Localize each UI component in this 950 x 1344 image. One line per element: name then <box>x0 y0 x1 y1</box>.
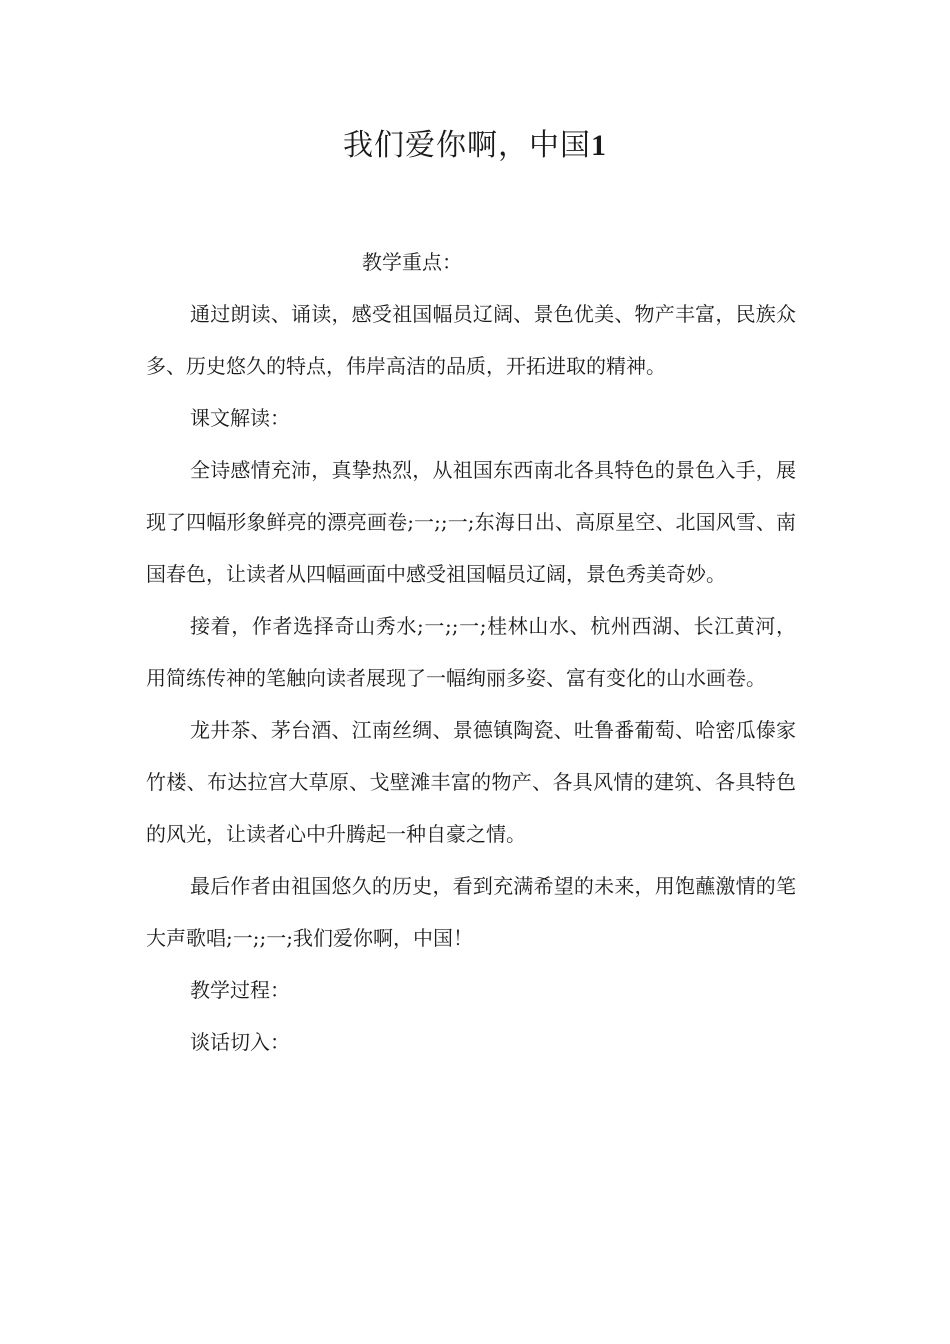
document-title <box>0 124 950 168</box>
paragraph-interpretation-3: 龙井茶、茅台酒、江南丝绸、景德镇陶瓷、吐鲁番葡萄、哈密瓜傣家竹楼、布达拉宫大草原、戈壁滩丰富的物产、各具风情的建筑、各具特色的风光，让读者心中升腾起一种自豪之情。 <box>146 718 796 846</box>
section-heading-text-interpretation: 课文解读： <box>190 406 290 430</box>
paragraph-interpretation-2: 接着，作者选择奇山秀水;一;;一;桂林山水、杭州西湖、长江黄河，用简练传神的笔触向读者展现了一幅绚丽多姿、富有变化的山水画卷。 <box>146 614 796 690</box>
title-text: 我们爱你啊，中国 <box>343 128 591 163</box>
paragraph-teaching-focus: 通过朗读、诵读，感受祖国幅员辽阔、景色优美、物产丰富，民族众多、历史悠久的特点，伟岸高洁的品质，开拓进取的精神。 <box>146 302 796 378</box>
paragraph-interpretation-1: 全诗感情充沛，真挚热烈，从祖国东西南北各具特色的景色入手，展现了四幅形象鲜亮的漂亮画卷;一;;一;东海日出、高原星空、北国风雪、南国春色，让读者从四幅画面中感受祖国幅员辽阔，景色秀美奇妙。 <box>146 458 796 586</box>
document-body <box>146 236 796 1068</box>
title-number: 1 <box>591 129 607 162</box>
section-heading-conversation-intro: 谈话切入： <box>190 1030 290 1054</box>
paragraph-interpretation-4: 最后作者由祖国悠久的历史，看到充满希望的未来，用饱蘸激情的笔大声歌唱;一;;一;我们爱你啊，中国！ <box>146 874 796 950</box>
section-heading-teaching-focus: 教学重点： <box>362 250 462 274</box>
section-heading-teaching-process: 教学过程： <box>190 978 290 1002</box>
